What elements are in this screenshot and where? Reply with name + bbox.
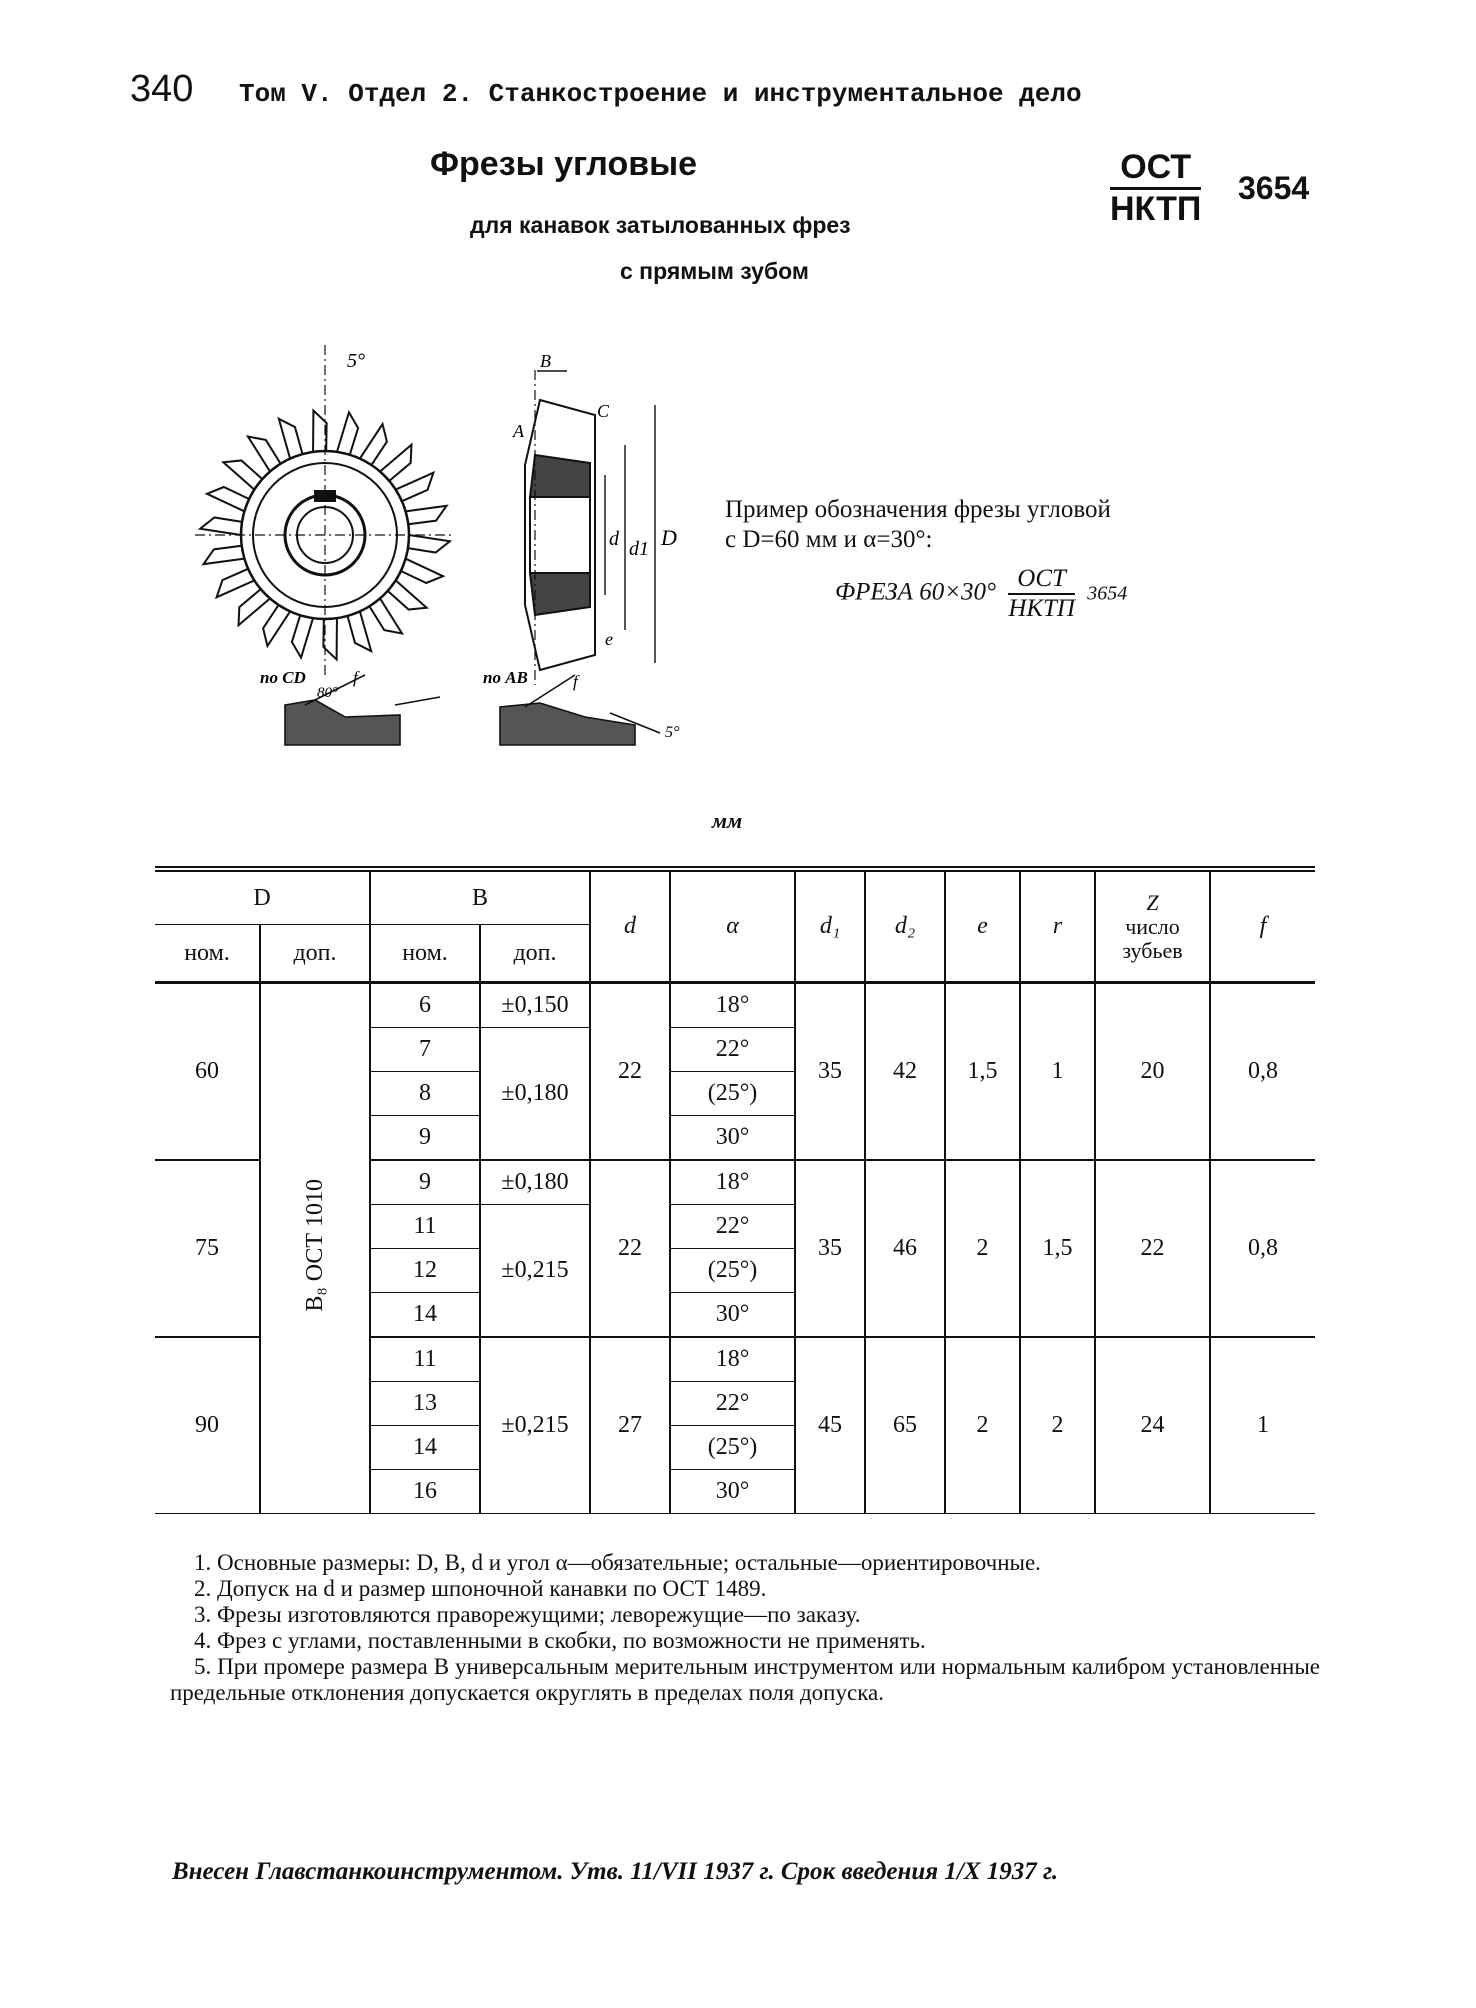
cutter-tooth	[263, 605, 290, 646]
cell-r: 1,5	[1020, 1160, 1095, 1337]
designation-formula	[835, 565, 1127, 623]
standard-bottom: НКТП	[1110, 190, 1202, 228]
example-line-2: с D=60 мм и α=30°:	[725, 526, 933, 553]
cell-B: 9	[370, 1116, 480, 1161]
cell-B: 13	[370, 1382, 480, 1426]
cell-alpha: (25°)	[670, 1072, 795, 1116]
cell-d: 22	[590, 1160, 670, 1337]
side-view-D: D	[661, 525, 677, 550]
cell-d2: 65	[865, 1337, 945, 1514]
page-number: 340	[130, 68, 194, 110]
cell-B: 6	[370, 983, 480, 1028]
formula-text: ФРЕЗА 60×30°	[835, 578, 997, 606]
cell-D: 75	[155, 1160, 260, 1337]
cell-B: 9	[370, 1160, 480, 1205]
header-D-dop: доп.	[260, 925, 370, 983]
cell-e: 2	[945, 1160, 1020, 1337]
cell-d2: 46	[865, 1160, 945, 1337]
cell-D: 60	[195, 1058, 219, 1084]
cutter-tooth	[348, 611, 372, 651]
cell-B: 7	[370, 1028, 480, 1072]
standard-number: 3654	[1238, 170, 1310, 206]
cutter-tooth	[279, 419, 303, 459]
header-B-dop: доп.	[480, 925, 590, 983]
cutter-tooth	[401, 559, 443, 583]
cutter-tooth	[207, 487, 249, 511]
section-cd-label: по CD	[260, 668, 306, 687]
header-D-nom: ном.	[155, 925, 260, 983]
cell-D: 90	[155, 1337, 260, 1514]
header-D: D	[155, 869, 370, 925]
cell-alpha: 22°	[670, 1205, 795, 1249]
cell-B: 14	[370, 1293, 480, 1338]
section-cd-detail	[285, 675, 440, 745]
d-tolerance-text: B₈ ОСТ 1010	[301, 1178, 328, 1312]
header-d1: d₁	[795, 869, 865, 983]
note-4: 4. Фрез с углами, поставленными в скобки, по возможности не применять.	[194, 1628, 926, 1653]
dimensions-table	[155, 866, 1315, 1514]
header-d: d	[590, 869, 670, 983]
side-view-B: B	[540, 351, 551, 371]
header-B-nom: ном.	[370, 925, 480, 983]
cell-B: 8	[370, 1072, 480, 1116]
cell-alpha: 18°	[670, 1160, 795, 1205]
cell-B: 12	[370, 1249, 480, 1293]
designation-example	[725, 495, 1111, 555]
header-alpha: α	[670, 869, 795, 983]
side-view	[525, 370, 655, 685]
cell-d: 27	[590, 1337, 670, 1514]
formula-frac-bottom: НКТП	[1008, 595, 1075, 622]
header-d2: d₂	[865, 869, 945, 983]
formula-number: 3654	[1087, 582, 1128, 605]
page-subtitle: для канавок затылованных фрез	[470, 212, 851, 238]
units-label: мм	[712, 808, 743, 833]
cell-d2: 42	[865, 983, 945, 1161]
side-view-d1: d1	[629, 538, 649, 560]
cell-alpha: 22°	[670, 1028, 795, 1072]
cell-alpha: 30°	[670, 1293, 795, 1338]
cell-B: 11	[370, 1205, 480, 1249]
side-view-C: C	[597, 401, 610, 421]
page-title: Фрезы угловые	[430, 145, 698, 183]
running-title: Том V. Отдел 2. Станкостроение и инструментальное дело	[239, 79, 1082, 109]
cell-B: 16	[370, 1470, 480, 1514]
cutter-tooth	[406, 506, 447, 524]
cell-Z: 22	[1095, 1160, 1210, 1337]
header-Z	[1095, 869, 1210, 983]
cell-B-tol: ±0,150	[480, 983, 590, 1028]
header-B: B	[370, 869, 590, 925]
cutter-drawing	[195, 345, 715, 755]
cell-B-tol: ±0,215	[480, 1337, 590, 1514]
section-ab-f: f	[573, 672, 578, 691]
cutter-tooth	[292, 615, 313, 657]
note-5: 5. При промере размера B универсальным мерительным инструментом или нормальным калибром установленные предельные отклонения допускается округлять в пределах поля допуска.	[170, 1654, 1320, 1705]
cell-d1: 35	[795, 983, 865, 1161]
header-Z-symbol: Z	[1146, 889, 1159, 915]
section-ab-label: по AB	[483, 668, 528, 687]
cell-e: 1,5	[945, 983, 1020, 1161]
note-1: 1. Основные размеры: D, B, d и угол α—обязательные; остальные—ориентировочные.	[194, 1550, 1041, 1575]
cell-alpha: (25°)	[670, 1426, 795, 1470]
approval-footer: Внесен Главстанкоинструментом. Утв. 11/VII 1937 г. Срок введения 1/X 1937 г.	[172, 1858, 1059, 1885]
front-view-angle-label: 5°	[347, 350, 365, 372]
cell-B: 14	[370, 1426, 480, 1470]
cell-r: 1	[1020, 983, 1095, 1161]
standard-top: ОСТ	[1110, 148, 1201, 190]
note-3: 3. Фрезы изготовляются праворежущими; леворежущие—по заказу.	[194, 1602, 861, 1627]
side-view-A: A	[513, 421, 524, 441]
section-cd-angle: 80°	[317, 685, 338, 701]
cell-B-tol: ±0,180	[480, 1028, 590, 1161]
cell-alpha: 18°	[670, 1337, 795, 1382]
running-header	[130, 68, 1230, 111]
cell-alpha: 22°	[670, 1382, 795, 1426]
cell-alpha: 30°	[670, 1116, 795, 1161]
cutter-tooth	[408, 535, 450, 553]
cell-Z: 24	[1095, 1337, 1210, 1514]
table-row	[155, 983, 1315, 1028]
cell-alpha: 30°	[670, 1470, 795, 1514]
header-Z-sub1: число	[1125, 913, 1180, 939]
cell-B: 11	[370, 1337, 480, 1382]
cell-f: 1	[1210, 1337, 1315, 1514]
cutter-tooth	[200, 517, 242, 535]
notes-block	[170, 1550, 1320, 1706]
header-r: r	[1020, 869, 1095, 983]
header-Z-sub2: зубьев	[1122, 937, 1183, 963]
cutter-tooth	[217, 569, 255, 597]
cell-alpha: 18°	[670, 983, 795, 1028]
cell-d: 22	[590, 983, 670, 1161]
cell-Z: 20	[1095, 983, 1210, 1161]
header-e: e	[945, 869, 1020, 983]
cell-f: 0,8	[1210, 1160, 1315, 1337]
cell-B-tol: ±0,215	[480, 1205, 590, 1338]
cell-D-tolerance	[260, 983, 370, 1514]
cell-alpha: (25°)	[670, 1249, 795, 1293]
cell-e: 2	[945, 1337, 1020, 1514]
section-cd-f: f	[353, 668, 358, 687]
cell-r: 2	[1020, 1337, 1095, 1514]
cutter-tooth	[337, 412, 358, 454]
side-view-d: d	[609, 528, 619, 550]
cutter-tooth	[360, 424, 387, 465]
formula-fraction	[1008, 565, 1075, 623]
formula-frac-top: ОСТ	[1008, 565, 1075, 595]
header-f: f	[1210, 869, 1315, 983]
cell-d1: 35	[795, 1160, 865, 1337]
standard-code	[1110, 148, 1310, 229]
front-view	[195, 345, 455, 675]
example-line-1: Пример обозначения фрезы угловой	[725, 496, 1111, 523]
side-view-e: e	[605, 629, 613, 649]
section-ab-angle: 5°	[665, 724, 680, 741]
page-subtitle-2: с прямым зубом	[620, 258, 809, 284]
note-2: 2. Допуск на d и размер шпоночной канавки по ОСТ 1489.	[194, 1576, 767, 1601]
cell-d1: 45	[795, 1337, 865, 1514]
cell-f: 0,8	[1210, 983, 1315, 1161]
cutter-tooth	[396, 473, 434, 501]
cell-B-tol: ±0,180	[480, 1160, 590, 1205]
cutter-tooth	[203, 546, 244, 564]
